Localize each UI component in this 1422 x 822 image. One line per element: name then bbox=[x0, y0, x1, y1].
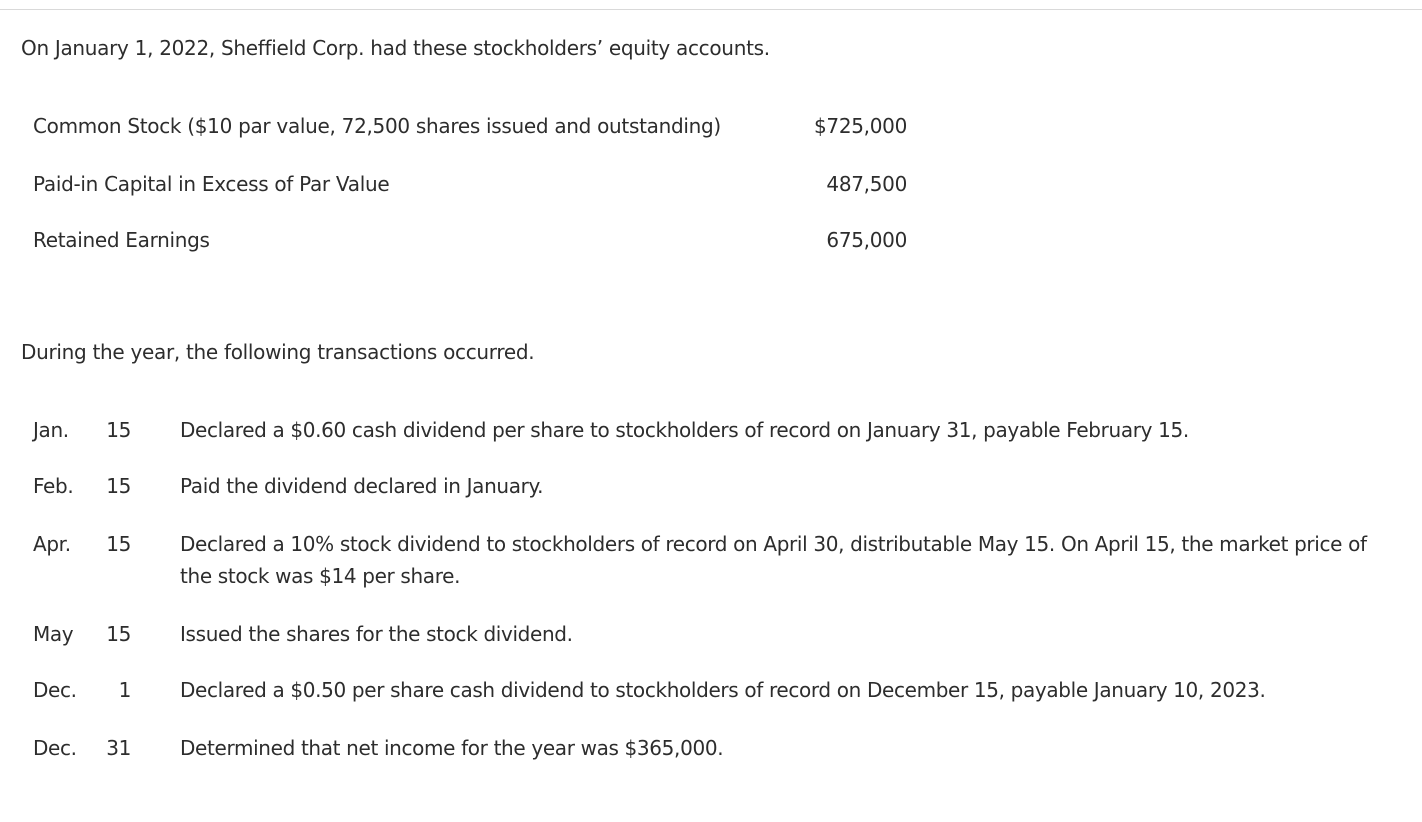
equity-amount: $725,000 bbox=[813, 114, 907, 138]
transactions-intro-text: During the year, the following transactions occurred. bbox=[21, 340, 535, 364]
transaction-description: Declared a $0.60 cash dividend per share to stockholders of record on January 31, payable February 15. bbox=[180, 418, 1189, 442]
equity-row-retained-earnings bbox=[33, 226, 907, 254]
transaction-description: Determined that net income for the year was $365,000. bbox=[180, 736, 724, 760]
transaction-day: 1 bbox=[118, 678, 131, 702]
transaction-month: Jan. bbox=[33, 418, 69, 442]
transaction-month: Apr. bbox=[33, 532, 71, 556]
transaction-month: May bbox=[33, 622, 74, 646]
transaction-day: 15 bbox=[106, 532, 131, 556]
transaction-day: 15 bbox=[106, 474, 131, 498]
transaction-month: Dec. bbox=[33, 678, 77, 702]
intro-text: On January 1, 2022, Sheffield Corp. had these stockholders’ equity accounts. bbox=[21, 36, 770, 60]
transaction-day: 15 bbox=[106, 418, 131, 442]
transaction-description: Issued the shares for the stock dividend. bbox=[180, 622, 573, 646]
equity-label: Common Stock ($10 par value, 72,500 shares issued and outstanding) bbox=[33, 114, 721, 138]
equity-row-common-stock bbox=[33, 112, 907, 140]
equity-amount: 675,000 bbox=[826, 228, 907, 252]
transaction-description: Paid the dividend declared in January. bbox=[180, 474, 544, 498]
transaction-day: 31 bbox=[106, 736, 131, 760]
equity-label: Retained Earnings bbox=[33, 228, 210, 252]
transaction-description: Declared a 10% stock dividend to stockholders of record on April 30, distributable May 15. On April 15, the market price of the stock was $14 per share. bbox=[180, 532, 1367, 588]
transaction-description: Declared a $0.50 per share cash dividend to stockholders of record on December 15, payable January 10, 2023. bbox=[180, 678, 1266, 702]
equity-row-paid-in-capital bbox=[33, 170, 907, 198]
transaction-day: 15 bbox=[106, 622, 131, 646]
transaction-month: Dec. bbox=[33, 736, 77, 760]
equity-amount: 487,500 bbox=[826, 172, 907, 196]
top-divider bbox=[0, 9, 1422, 10]
transaction-month: Feb. bbox=[33, 474, 74, 498]
equity-label: Paid-in Capital in Excess of Par Value bbox=[33, 172, 390, 196]
